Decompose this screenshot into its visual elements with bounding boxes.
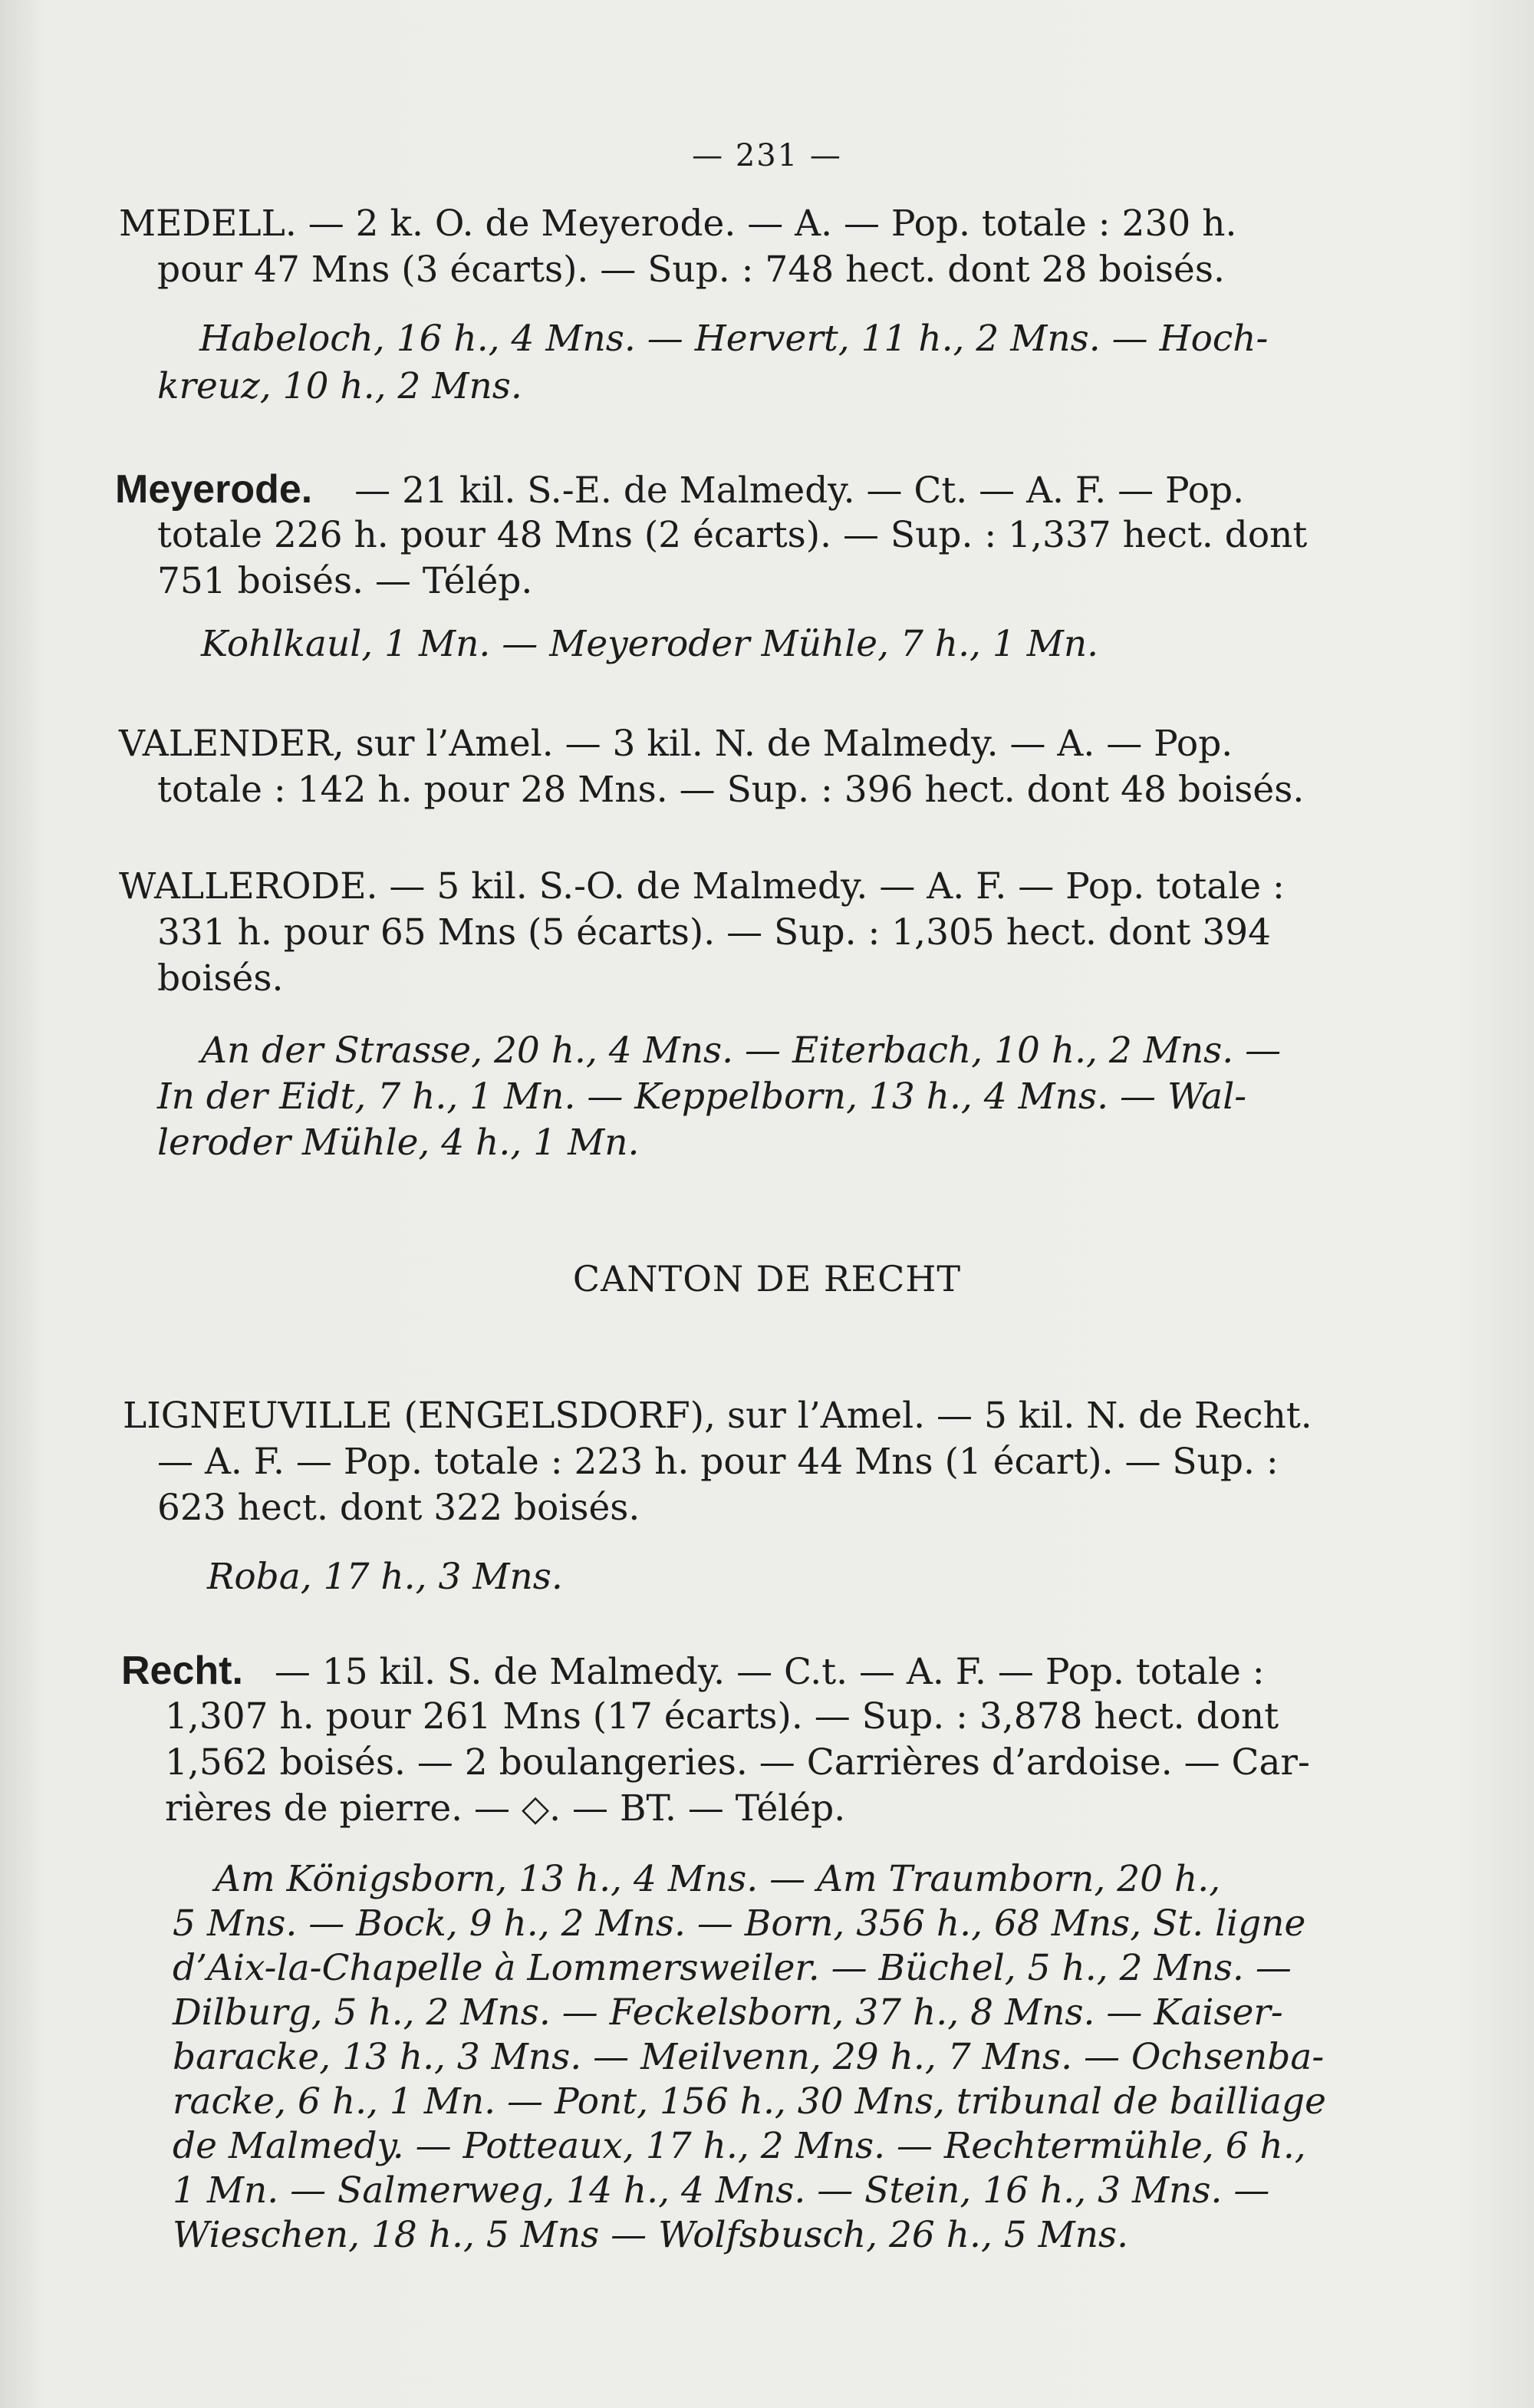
entry-recht-line-1-text: — 15 kil. S. de Malmedy. — C.t. — A. F. — Pop. totale : [274,1651,1265,1693]
entry-recht-hamlets-7: de Malmedy. — Potteaux, 17 h., 2 Mns. — Rechtermühle, 6 h., [173,2125,1306,2167]
entry-wallerode-hamlets-2: In der Eidt, 7 h., 1 Mn. — Keppelborn, 13 h., 4 Mns. — Wal- [157,1076,1247,1118]
entry-medell-line-1: MEDELL. — 2 k. O. de Meyerode. — A. — Pop. totale : 230 h. [119,203,1237,245]
entry-wallerode-line-2: 331 h. pour 65 Mns (5 écarts). — Sup. : 1,305 hect. dont 394 [157,911,1272,954]
entry-recht-hamlets-5: baracke, 13 h., 3 Mns. — Meilvenn, 29 h., 7 Mns. — Ochsenba- [173,2036,1325,2078]
entry-valender-line-1: VALENDER, sur l’Amel. — 3 kil. N. de Malmedy. — A. — Pop. [119,723,1233,765]
entry-meyerode-line-2: totale 226 h. pour 48 Mns (2 écarts). — Sup. : 1,337 hect. dont [157,514,1308,556]
entry-recht-hamlets-3: d’Aix-la-Chapelle à Lommersweiler. — Büchel, 5 h., 2 Mns. — [173,1947,1292,1989]
entry-meyerode-name: Meyerode. [115,467,313,512]
entry-ligneuville-line-1: LIGNEUVILLE (ENGELSDORF), sur l’Amel. — 5 kil. N. de Recht. [123,1395,1312,1437]
entry-wallerode-line-1: WALLERODE. — 5 kil. S.-O. de Malmedy. — A. F. — Pop. totale : [119,865,1285,908]
entry-medell-hamlets-1: Habeloch, 16 h., 4 Mns. — Hervert, 11 h., 2 Mns. — Hoch- [199,318,1269,360]
entry-recht-hamlets-2: 5 Mns. — Bock, 9 h., 2 Mns. — Born, 356 h., 68 Mns, St. ligne [173,1902,1306,1945]
entry-recht-hamlets-4: Dilburg, 5 h., 2 Mns. — Feckelsborn, 37 h., 8 Mns. — Kaiser- [173,1991,1283,2034]
entry-valender-line-2: totale : 142 h. pour 28 Mns. — Sup. : 396 hect. dont 48 boisés. [157,769,1305,811]
entry-medell-hamlets-2: kreuz, 10 h., 2 Mns. [157,365,522,407]
entry-recht-line-4: rières de pierre. — ◇. — BT. — Télép. [165,1787,846,1830]
entry-recht-hamlets-9: Wieschen, 18 h., 5 Mns — Wolfsbusch, 26 h., 5 Mns. [173,2214,1129,2256]
entry-meyerode-hamlets-1: Kohlkaul, 1 Mn. — Meyeroder Mühle, 7 h., 1 Mn. [201,623,1099,665]
entry-ligneuville-line-2: — A. F. — Pop. totale : 223 h. pour 44 Mns (1 écart). — Sup. : [157,1441,1279,1483]
entry-recht-name: Recht. [121,1649,243,1693]
entry-wallerode-hamlets-3: leroder Mühle, 4 h., 1 Mn. [157,1122,640,1164]
entry-meyerode-line-3: 751 boisés. — Télép. [157,560,533,602]
entry-recht-line-1 [121,1648,1265,1695]
page-number: — 231 — [692,138,842,173]
canton-heading: CANTON DE RECHT [572,1258,962,1300]
entry-recht-line-3: 1,562 boisés. — 2 boulangeries. — Carrières d’ardoise. — Car- [165,1741,1310,1784]
entry-ligneuville-hamlets-1: Roba, 17 h., 3 Mns. [207,1556,563,1598]
entry-recht-hamlets-1: Am Königsborn, 13 h., 4 Mns. — Am Traumborn, 20 h., [215,1858,1221,1900]
entry-meyerode-line-1-text: — 21 kil. S.-E. de Malmedy. — Ct. — A. F. — Pop. [354,469,1245,512]
entry-wallerode-hamlets-1: An der Strasse, 20 h., 4 Mns. — Eiterbach, 10 h., 2 Mns. — [201,1029,1282,1072]
entry-ligneuville-line-3: 623 hect. dont 322 boisés. [157,1487,640,1529]
entry-recht-hamlets-8: 1 Mn. — Salmerweg, 14 h., 4 Mns. — Stein, 16 h., 3 Mns. — [173,2169,1270,2212]
entry-recht-hamlets-6: racke, 6 h., 1 Mn. — Pont, 156 h., 30 Mns, tribunal de bailliage [173,2080,1326,2123]
entry-wallerode-line-3: boisés. [157,957,284,1000]
entry-medell-line-2: pour 47 Mns (3 écarts). — Sup. : 748 hect. dont 28 boisés. [157,249,1225,291]
entry-recht-line-2: 1,307 h. pour 261 Mns (17 écarts). — Sup. : 3,878 hect. dont [165,1695,1279,1738]
entry-meyerode-line-1 [115,466,1244,514]
